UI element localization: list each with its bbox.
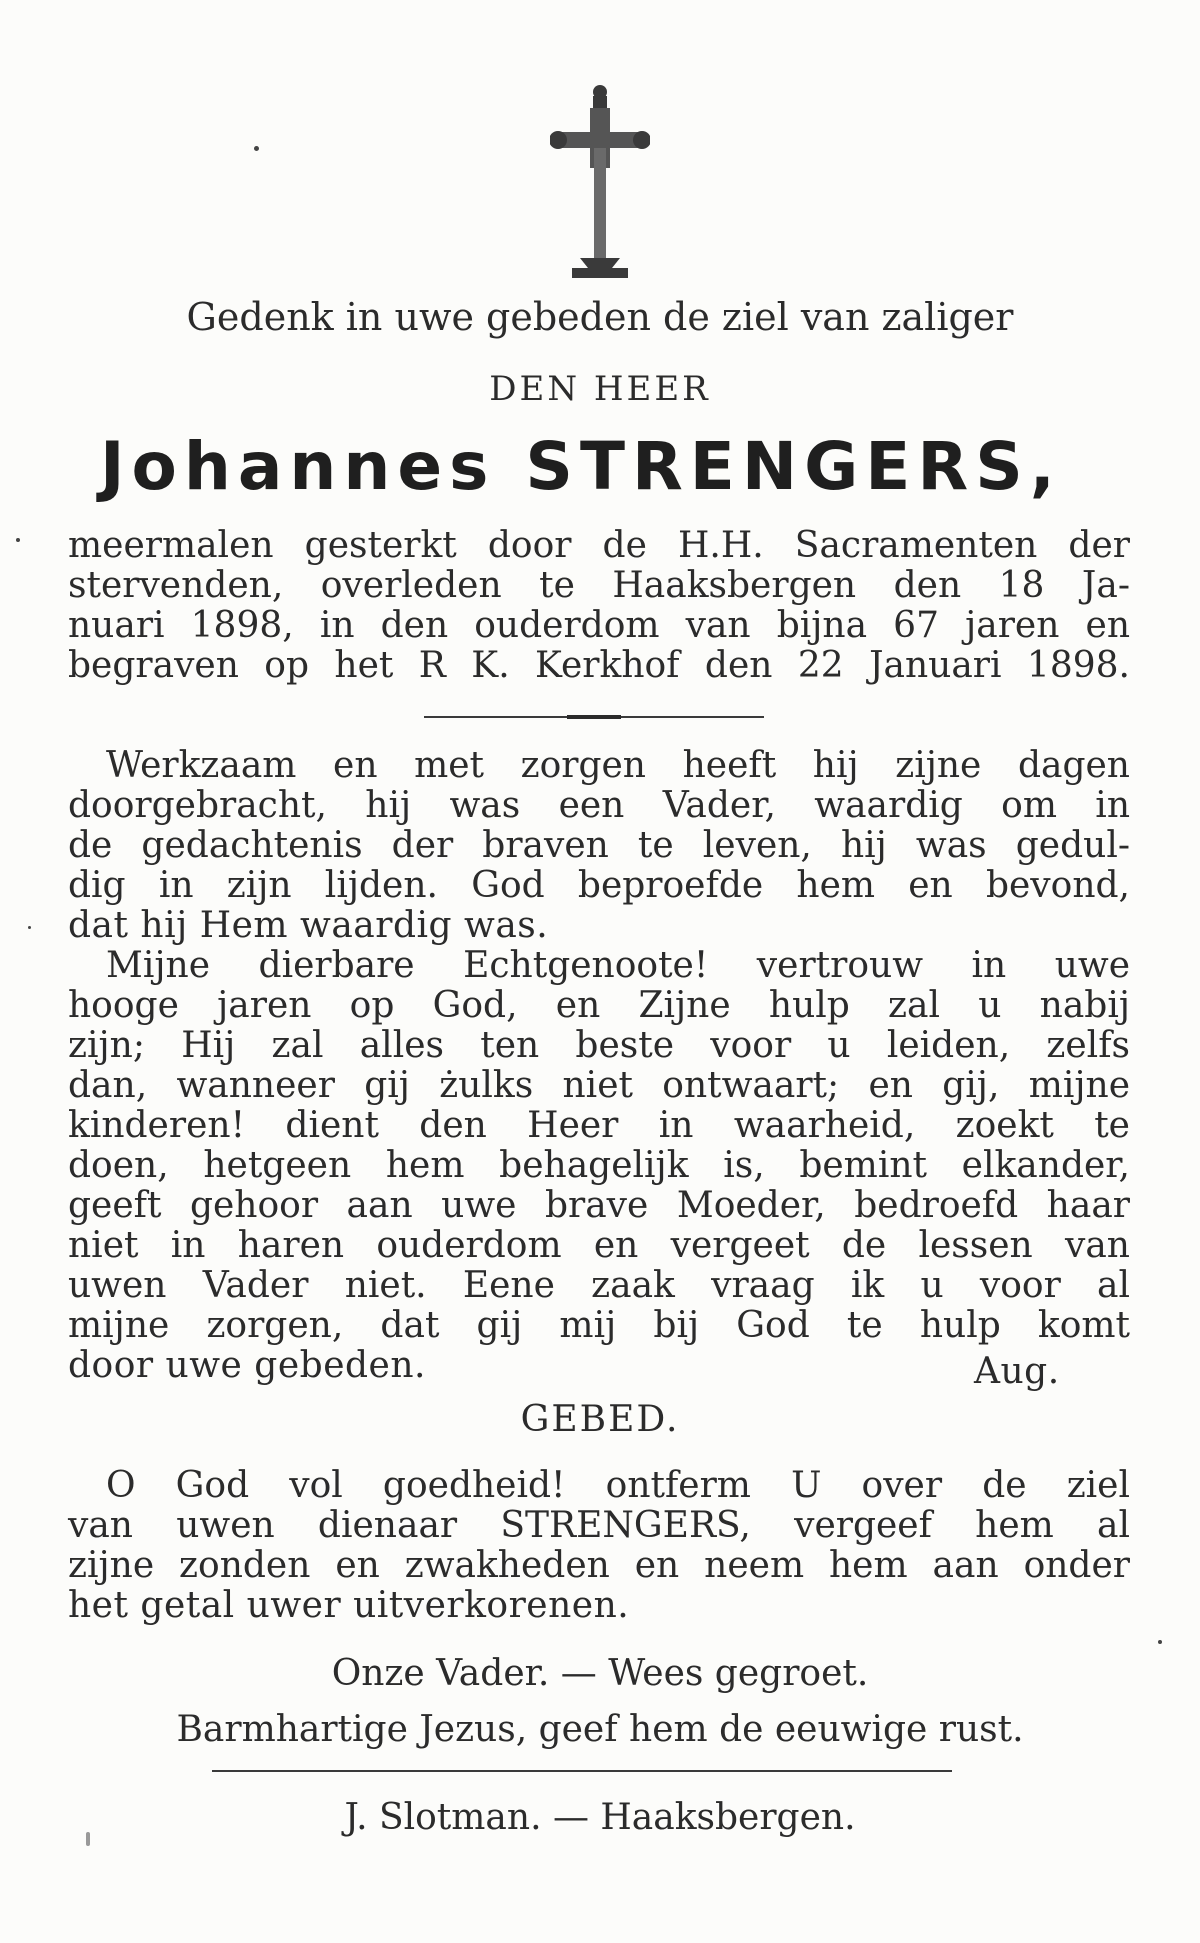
- printer-credit: J. Slotman. — Haaksbergen.: [344, 1797, 856, 1838]
- cross-icon: [550, 82, 650, 282]
- intro-text: Gedenk in uwe gebeden de ziel van zaliger: [186, 295, 1014, 339]
- prayer-line: zijne zonden en zwakheden en neem hem aan onder: [68, 1545, 1130, 1586]
- deceased-name: Johannes STRENGERS,: [100, 428, 1062, 505]
- letter-line: zijn; Hij zal alles ten beste voor u leiden, zelfs: [68, 1025, 1130, 1066]
- speck: [86, 1832, 90, 1846]
- letter-line: Mijne dierbare Echtgenoote! vertrouw in uwe: [106, 945, 1130, 986]
- letter-line: door uwe gebeden.: [68, 1345, 426, 1386]
- quote-source: Aug.: [974, 1351, 1060, 1392]
- eulogy-line: dig in zijn lijden. God beproefde hem en bevond,: [68, 865, 1130, 906]
- eulogy-line: Werkzaam en met zorgen heeft hij zijne dagen: [106, 745, 1130, 786]
- letter-line: doen, hetgeen hem behagelijk is, bemint elkander,: [68, 1145, 1130, 1186]
- letter-line: niet in haren ouderdom en vergeet de lessen van: [68, 1225, 1130, 1266]
- letter-line: uwen Vader niet. Eene zaak vraag ik u voor al: [68, 1265, 1130, 1306]
- divider: [424, 716, 764, 718]
- biography-line: stervenden, overleden te Haaksbergen den 18 Ja-: [68, 565, 1130, 606]
- closing-prayers: Onze Vader. — Wees gegroet.: [331, 1653, 869, 1694]
- prayer-line: O God vol goedheid! ontferm U over de ziel: [106, 1465, 1130, 1506]
- divider: [212, 1770, 952, 1772]
- biography-line: begraven op het R K. Kerkhof den 22 Januari 1898.: [68, 645, 1130, 686]
- eulogy-line: dat hij Hem waardig was.: [68, 905, 549, 946]
- letter-line: kinderen! dient den Heer in waarheid, zoekt te: [68, 1105, 1130, 1146]
- speck: [1158, 1640, 1162, 1644]
- prayer-heading: GEBED.: [520, 1399, 680, 1440]
- speck: [28, 926, 31, 929]
- letter-line: hooge jaren op God, en Zijne hulp zal u nabij: [68, 985, 1130, 1026]
- title-line: DEN HEER: [489, 369, 711, 409]
- eulogy-line: de gedachtenis der braven te leven, hij was gedul-: [68, 825, 1130, 866]
- biography-line: meermalen gesterkt door de H.H. Sacramenten der: [68, 525, 1130, 566]
- letter-line: mijne zorgen, dat gij mij bij God te hulp komt: [68, 1305, 1130, 1346]
- letter-line: geeft gehoor aan uwe brave Moeder, bedroefd haar: [68, 1185, 1130, 1226]
- invocation: Barmhartige Jezus, geef hem de eeuwige rust.: [176, 1709, 1024, 1750]
- eulogy-line: doorgebracht, hij was een Vader, waardig om in: [68, 785, 1130, 826]
- letter-line: dan, wanneer gij żulks niet ontwaart; en gij, mijne: [68, 1065, 1130, 1106]
- speck: [254, 146, 259, 151]
- biography-line: nuari 1898, in den ouderdom van bijna 67 jaren en: [68, 605, 1130, 646]
- prayer-line: van uwen dienaar STRENGERS, vergeef hem al: [68, 1505, 1130, 1546]
- speck: [16, 538, 20, 542]
- prayer-line: het getal uwer uitverkorenen.: [68, 1585, 630, 1626]
